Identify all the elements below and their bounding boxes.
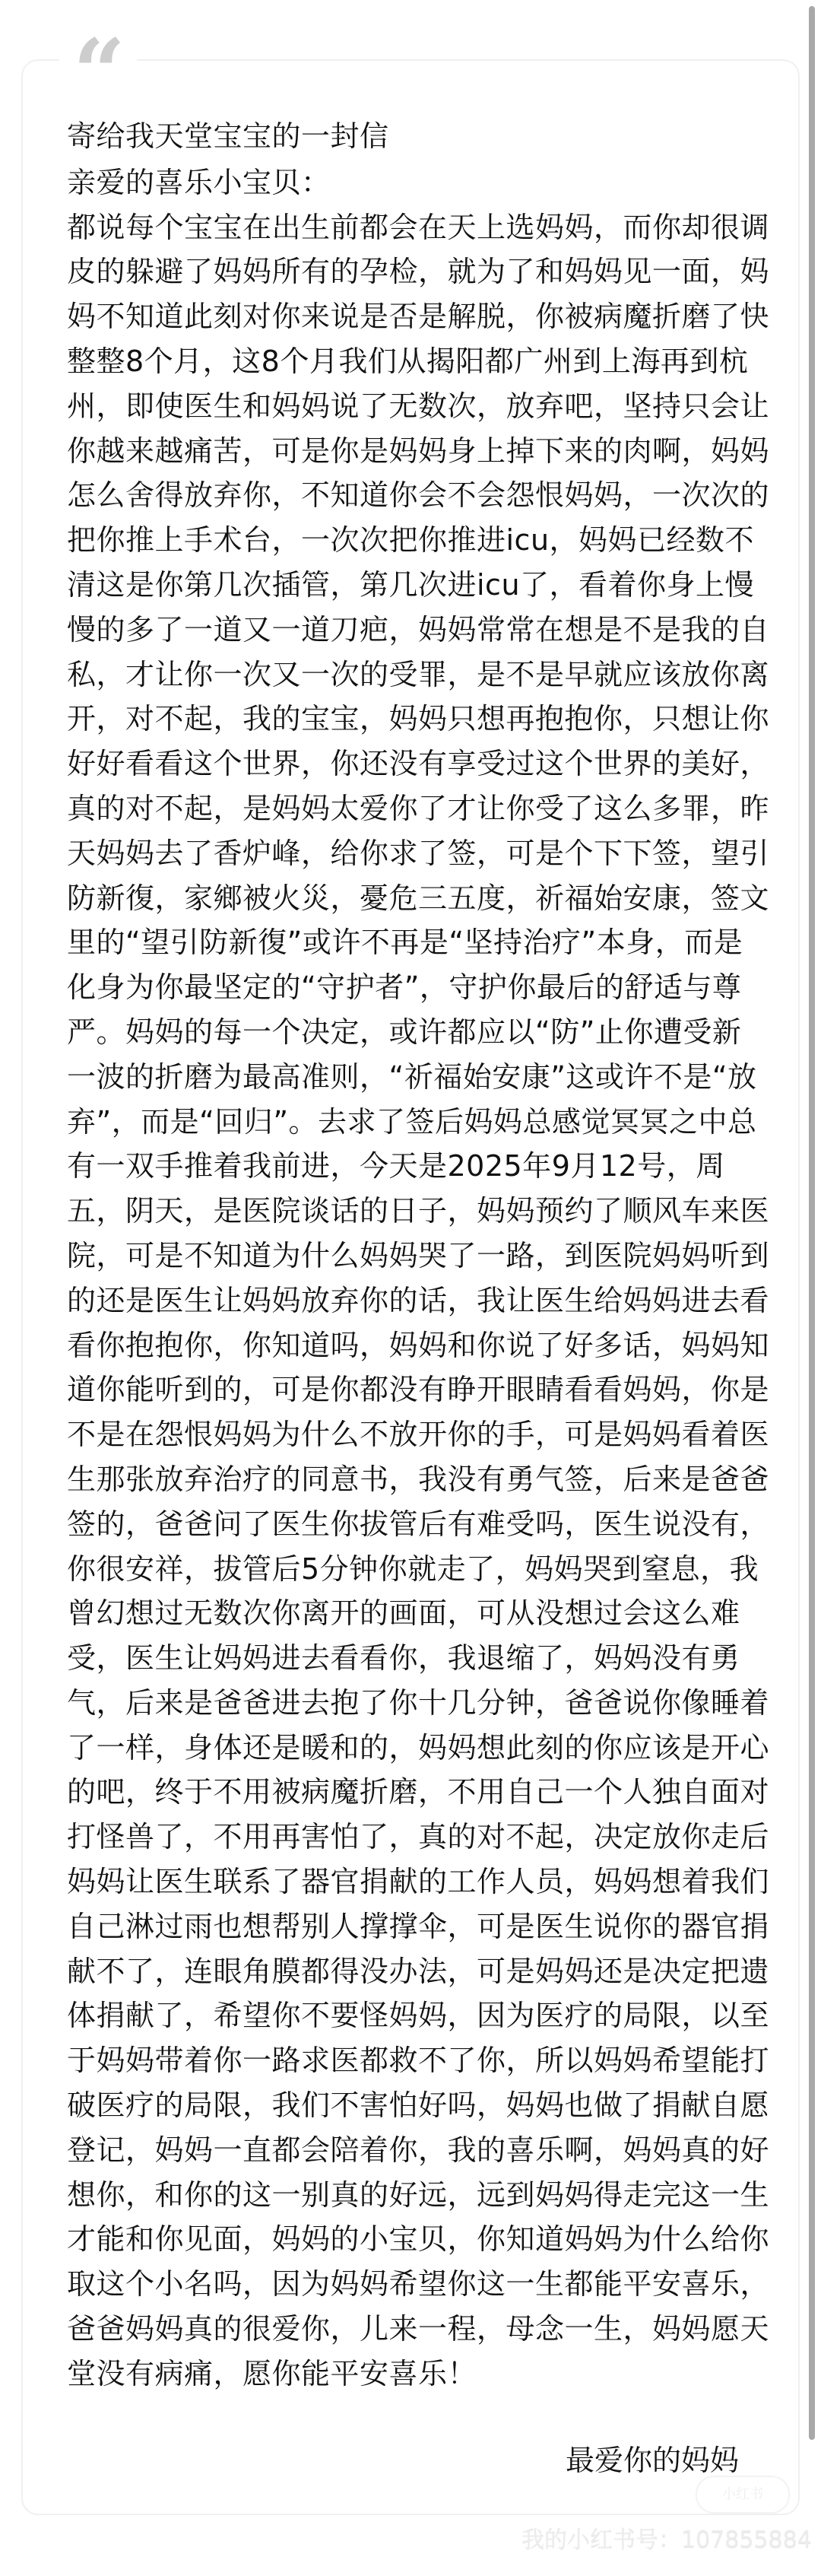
- letter-body-line: 破医疗的局限，我们不害怕好吗，妈妈也做了捐献自愿: [67, 2088, 770, 2123]
- letter-body-line: 的还是医生让妈妈放弃你的话，我让医生给妈妈进去看: [67, 1283, 770, 1317]
- letter-body-line: 体捐献了，希望你不要怪妈妈，因为医疗的局限，以至: [67, 1999, 770, 2033]
- letter-body-line: 看你抱抱你，你知道吗，妈妈和你说了好多话，妈妈知: [67, 1328, 770, 1362]
- scrollbar-thumb[interactable]: [809, 6, 815, 2440]
- letter-body-line: 了一样，身体还是暖和的，妈妈想此刻的你应该是开心: [67, 1730, 770, 1764]
- letter-body-line: 妈妈让医生联系了器官捐献的工作人员，妈妈想着我们: [67, 1865, 770, 1899]
- letter-greeting: 亲爱的喜乐小宝贝：: [67, 165, 331, 199]
- letter-body-line: 化身为你最坚定的“守护者”，守护你最后的舒适与尊: [67, 970, 742, 1005]
- letter-body-line: 好好看看这个世界，你还没有享受过这个世界的美好，: [67, 747, 770, 781]
- letter-body-line: 曾幻想过无数次你离开的画面，可从没想过会这么难: [67, 1596, 740, 1631]
- letter-body-line: 开，对不起，我的宝宝，妈妈只想再抱抱你，只想让你: [67, 702, 770, 736]
- letter-body-line: 防新復，家鄉被火災，憂危三五度，祈福始安康，签文: [67, 881, 770, 915]
- letter-body-line: 堂没有病痛，愿你能平安喜乐！: [67, 2356, 477, 2390]
- letter-body-line: 五，阴天，是医院谈话的日子，妈妈预约了顺风车来医: [67, 1194, 770, 1228]
- letter-body-line: 院，可是不知道为什么妈妈哭了一路，到医院妈妈听到: [67, 1238, 770, 1272]
- letter-signature: 最爱你的妈妈: [566, 2444, 740, 2477]
- letter-body-line: 严。妈妈的每一个决定，或许都应以“防”止你遭受新: [67, 1015, 742, 1049]
- letter-body-line: 登记，妈妈一直都会陪着你，我的喜乐啊，妈妈真的好: [67, 2133, 770, 2167]
- letter-body-line: 都说每个宝宝在出生前都会在天上选妈妈，而你却很调: [67, 210, 770, 244]
- letter-body-line: 整整8个月，这8个月我们从揭阳都广州到上海再到杭: [67, 344, 749, 378]
- open-quote-icon: “: [73, 19, 122, 126]
- letter-body-line: 不是在怨恨妈妈为什么不放开你的手，可是妈妈看着医: [67, 1418, 770, 1452]
- letter-body-line: 天妈妈去了香炉峰，给你求了签，可是个下下签，望引: [67, 836, 770, 870]
- letter-body-line: 有一双手推着我前进，今天是2025年9月12号，周: [67, 1149, 725, 1183]
- letter-body-line: 慢的多了一道又一道刀疤，妈妈常常在想是不是我的自: [67, 612, 770, 646]
- letter-body-line: 私，才让你一次又一次的受罪，是不是早就应该放你离: [67, 657, 770, 691]
- xiaohongshu-stamp-icon: 小红书: [696, 2476, 790, 2514]
- letter-body-line: 弃”，而是“回归”。去求了签后妈妈总感觉冥冥之中总: [67, 1104, 757, 1139]
- letter-title: 寄给我天堂宝宝的一封信: [67, 119, 389, 153]
- letter-body-line: 爸爸妈妈真的很爱你，儿来一程，母念一生，妈妈愿天: [67, 2312, 770, 2346]
- letter-body-line: 怎么舍得放弃你，不知道你会不会怨恨妈妈，一次次的: [67, 478, 770, 513]
- letter-body-line: 取这个小名吗，因为妈妈希望你这一生都能平安喜乐，: [67, 2267, 770, 2301]
- letter-body-line: 皮的躲避了妈妈所有的孕检，就为了和妈妈见一面，妈: [67, 255, 770, 289]
- letter-body-line: 生那张放弃治疗的同意书，我没有勇气签，后来是爸爸: [67, 1462, 770, 1496]
- letter-body-line: 献不了，连眼角膜都得没办法，可是妈妈还是决定把遗: [67, 1954, 770, 1988]
- letter-body-line: 于妈妈带着你一路求医都救不了你，所以妈妈希望能打: [67, 2044, 770, 2078]
- watermark-account-id: 我的小红书号：107855884: [521, 2527, 812, 2553]
- letter-body-line: 你很安祥，拔管后5分钟你就走了，妈妈哭到窒息，我: [67, 1552, 759, 1586]
- letter-body-line: 受，医生让妈妈进去看看你，我退缩了，妈妈没有勇: [67, 1641, 740, 1676]
- letter-body-line: 才能和你见面，妈妈的小宝贝，你知道妈妈为什么给你: [67, 2222, 770, 2257]
- letter-body-line: 一波的折磨为最高准则，“祈福始安康”这或许不是“放: [67, 1059, 757, 1094]
- letter-body-line: 气，后来是爸爸进去抱了你十几分钟，爸爸说你像睡着: [67, 1685, 770, 1720]
- letter-body-line: 的吧，终于不用被病魔折磨，不用自己一个人独自面对: [67, 1775, 770, 1809]
- letter-body-line: 把你推上手术台，一次次把你推进icu，妈妈已经数不: [67, 523, 755, 557]
- letter-body-line: 签的，爸爸问了医生你拔管后有难受吗，医生说没有，: [67, 1507, 770, 1541]
- letter-body-line: 自己淋过雨也想帮别人撑撑伞，可是医生说你的器官捐: [67, 1909, 770, 1943]
- letter-body-line: 你越来越痛苦，可是你是妈妈身上掉下来的肉啊，妈妈: [67, 434, 770, 468]
- letter-body-line: 妈不知道此刻对你来说是否是解脱，你被病魔折磨了快: [67, 300, 770, 334]
- letter-body: [67, 205, 781, 2397]
- letter-body-line: 里的“望引防新復”或许不再是“坚持治疗”本身，而是: [67, 926, 743, 960]
- letter-body-line: 想你，和你的这一别真的好远，远到妈妈得走完这一生: [67, 2177, 770, 2212]
- letter-body-line: 真的对不起，是妈妈太爱你了才让你受了这么多罪，昨: [67, 791, 770, 825]
- letter-content: [67, 114, 781, 2397]
- letter-body-line: 打怪兽了，不用再害怕了，真的对不起，决定放你走后: [67, 1820, 770, 1854]
- letter-body-line: 道你能听到的，可是你都没有睁开眼睛看看妈妈，你是: [67, 1373, 770, 1407]
- letter-body-line: 清这是你第几次插管，第几次进icu了，看着你身上慢: [67, 567, 755, 602]
- letter-body-line: 州，即使医生和妈妈说了无数次，放弃吧，坚持只会让: [67, 389, 770, 423]
